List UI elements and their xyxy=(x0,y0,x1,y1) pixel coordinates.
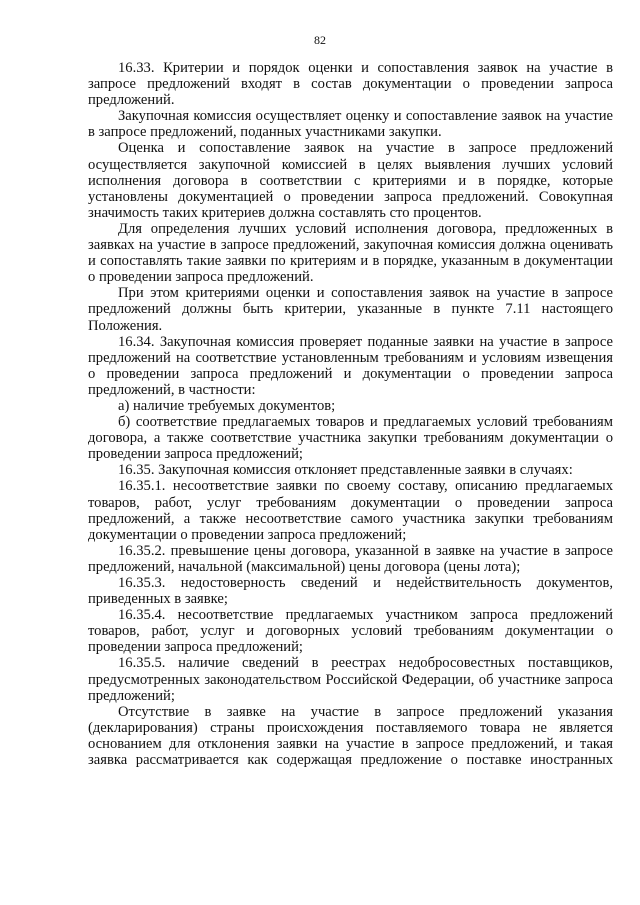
list-item-a: а) наличие требуемых документов; xyxy=(118,397,336,414)
paragraph-16-35: 16.35. Закупочная комиссия отклоняет представленные заявки в случаях: xyxy=(118,462,573,479)
paragraph-country-of-origin: Отсутствие в заявке на участие в запросе предложений указания (декларирования) страны происхождения поставляемого товара не является основанием для отклонения заявки на участие в запросе предложений, и такая заявка рассматривается как содержащая предложение о поставке иностранных xyxy=(88,703,613,769)
paragraph-commission-evaluation: Закупочная комиссия осуществляет оценку и сопоставление заявок на участие в запросе предложений, поданных участниками закупки. xyxy=(88,108,613,141)
document-body xyxy=(88,60,613,768)
paragraph-16-35-3: 16.35.3. недостоверность сведений и недействительность документов, приведенных в заявке; xyxy=(88,575,613,608)
list-item-b: б) соответствие предлагаемых товаров и предлагаемых условий требованиям договора, а также соответствие участника закупки требованиям документации о проведении запроса предложений; xyxy=(88,414,613,463)
paragraph-16-35-2: 16.35.2. превышение цены договора, указанной в заявке на участие в запросе предложений, начальной (максимальной) цены договора (цены лота); xyxy=(88,542,613,575)
paragraph-evaluation-purpose: Оценка и сопоставление заявок на участие в запросе предложений осуществляется закупочной комиссией в целях выявления лучших условий исполнения договора в соответствии с критериями и в порядке, которые установлены документацией о проведении запроса предложений. Совокупная значимость таких критериев должна составлять сто процентов. xyxy=(88,140,613,221)
paragraph-16-35-4: 16.35.4. несоответствие предлагаемых участником запроса предложений товаров, работ, услуг и договорных условий требованиям документации о проведении запроса предложений; xyxy=(88,607,613,656)
paragraph-16-35-1: 16.35.1. несоответствие заявки по своему составу, описанию предлагаемых товаров, работ, услуг требованиям документации о проведении запроса предложений, а также несоответствие самого участника закупки требованиям документации о проведении запроса предложений; xyxy=(88,478,613,543)
paragraph-16-34: 16.34. Закупочная комиссия проверяет поданные заявки на участие в запросе предложений на соответствие установленным требованиям и условиям извещения о проведении запроса предложений и документации о проведении запроса предложений, в частности: xyxy=(88,333,613,398)
paragraph-16-35-5: 16.35.5. наличие сведений в реестрах недобросовестных поставщиков, предусмотренных законодательством Российской Федерации, об участнике запроса предложений; xyxy=(88,655,613,704)
page-number: 82 xyxy=(314,33,326,47)
paragraph-criteria-reference: При этом критериями оценки и сопоставления заявок на участие в запросе предложений должны быть критерии, указанные в пункте 7.11 настоящего Положения. xyxy=(88,285,613,334)
paragraph-16-33: 16.33. Критерии и порядок оценки и сопоставления заявок на участие в запросе предложений входят в состав документации о проведении запроса предложений. xyxy=(88,60,613,109)
paragraph-best-conditions: Для определения лучших условий исполнения договора, предложенных в заявках на участие в запросе предложений, закупочная комиссия должна оценивать и сопоставлять такие заявки по критериям и в порядке, указанным в документации о проведении запроса предложений. xyxy=(88,220,613,286)
